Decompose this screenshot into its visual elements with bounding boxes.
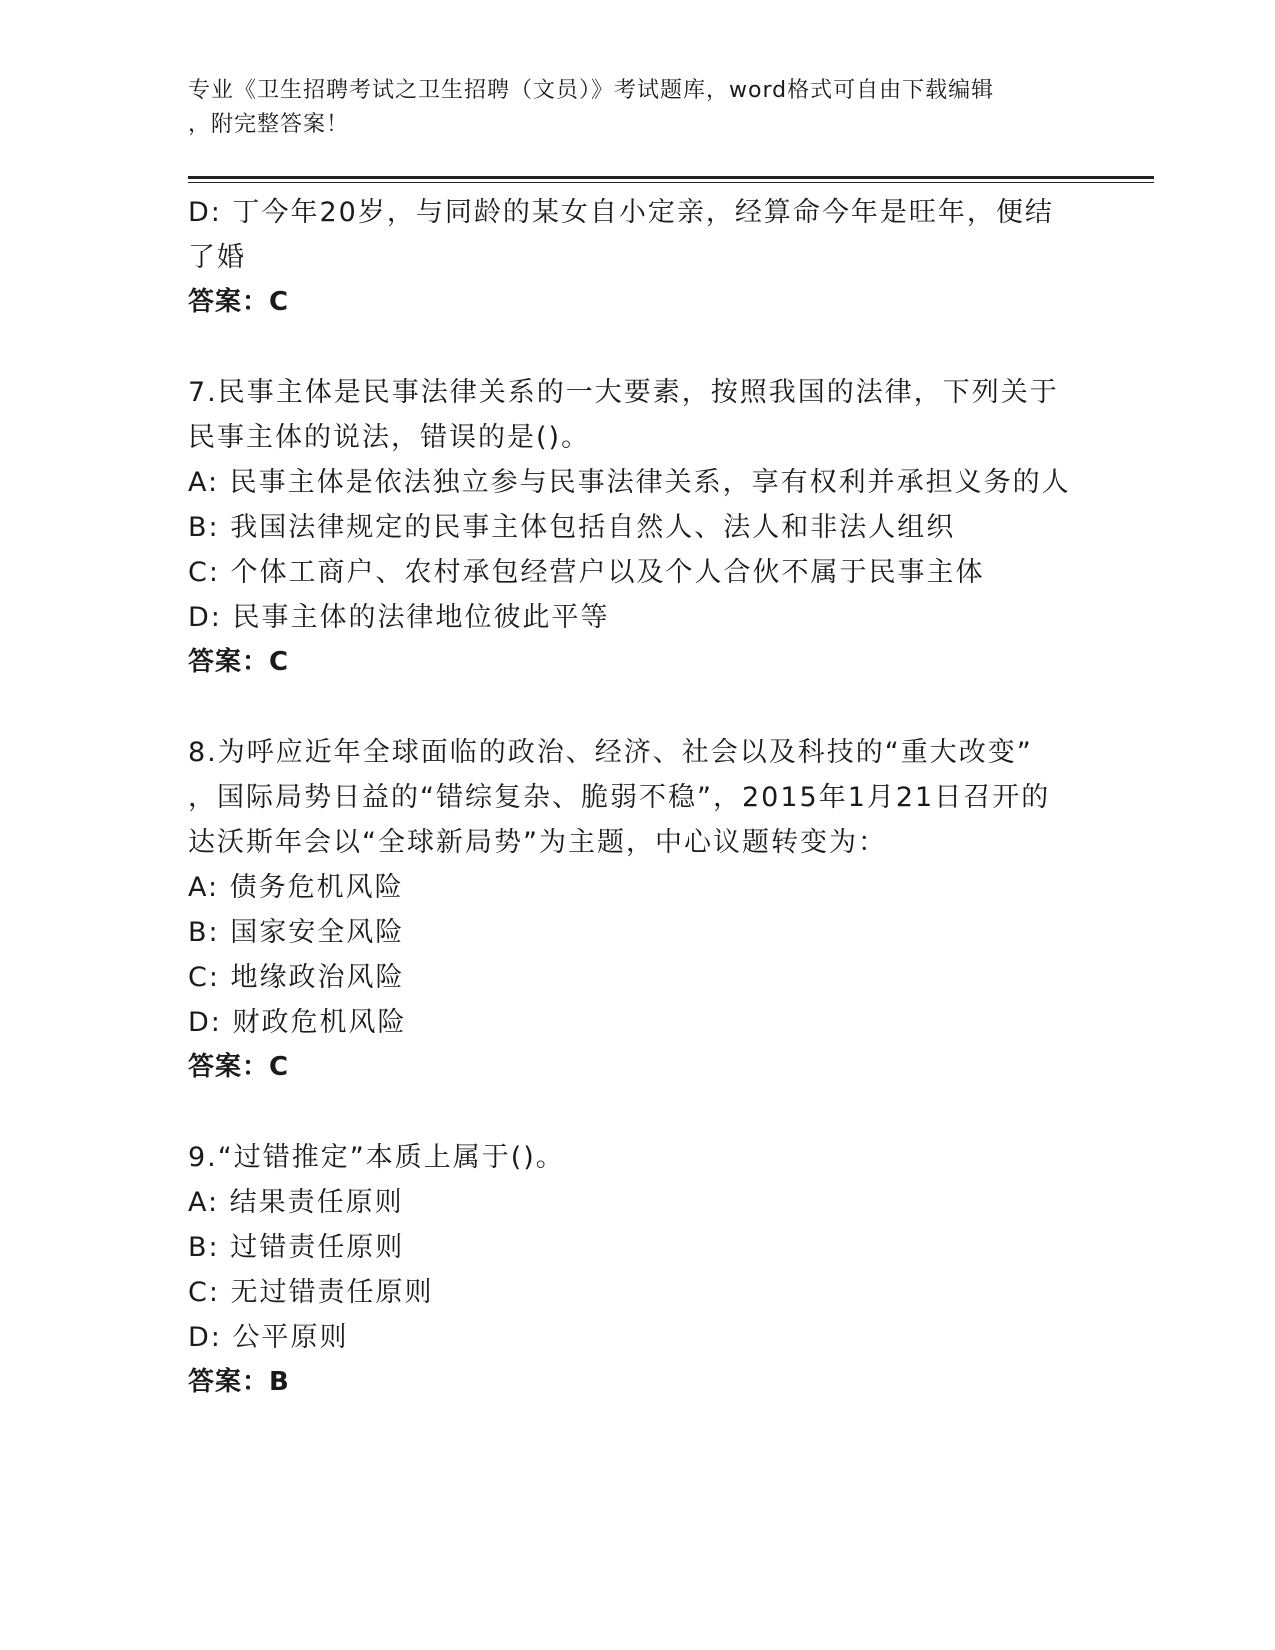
answer: 答案：B	[188, 1367, 290, 1397]
option-d: D: 财政危机风险	[188, 1007, 407, 1038]
option-a: A: 债务危机风险	[188, 872, 404, 903]
option-b: B: 我国法律规定的民事主体包括自然人、法人和非法人组织	[188, 512, 956, 543]
header-line-1: 专业《卫生招聘考试之卫生招聘（文员）》考试题库，word格式可自由下载编辑	[188, 78, 995, 103]
question-stem-continued: ，国际局势日益的“错综复杂、脆弱不稳”，2015年1月21日召开的	[188, 782, 1051, 813]
option-d: D: 民事主体的法律地位彼此平等	[188, 602, 610, 633]
option-b: B: 国家安全风险	[188, 917, 405, 948]
question-stem: 9.“过错推定”本质上属于()。	[188, 1142, 565, 1173]
option-a: A: 结果责任原则	[188, 1187, 404, 1218]
spacer	[188, 1090, 1088, 1135]
option-c: C: 无过错责任原则	[188, 1277, 434, 1308]
option-b: B: 过错责任原则	[188, 1232, 405, 1263]
option-d: D: 丁今年20岁，与同龄的某女自小定亲，经算命今年是旺年，便结	[188, 197, 1054, 228]
option-c: C: 个体工商户、农村承包经营户以及个人合伙不属于民事主体	[188, 557, 985, 588]
question-stem: 8.为呼应近年全球面临的政治、经济、社会以及科技的“重大改变”	[188, 737, 1033, 768]
spacer	[188, 325, 1088, 370]
answer: 答案：C	[188, 647, 290, 677]
option-c: C: 地缘政治风险	[188, 962, 405, 993]
question-content	[188, 190, 1088, 1405]
option-d-continued: 了婚	[188, 242, 246, 273]
question-stem-continued: 达沃斯年会以“全球新局势”为主题，中心议题转变为：	[188, 827, 887, 858]
question-7	[188, 370, 1088, 685]
header-line-2: ，附完整答案！	[188, 112, 350, 137]
answer: 答案：C	[188, 287, 290, 317]
option-a: A: 民事主体是依法独立参与民事法律关系，享有权利并承担义务的人	[188, 467, 1071, 498]
spacer	[188, 685, 1088, 730]
header-divider-thick	[188, 176, 1154, 179]
previous-question-tail	[188, 190, 1088, 325]
answer: 答案：C	[188, 1052, 290, 1082]
header-divider-thin	[188, 182, 1154, 183]
document-header	[188, 74, 1068, 142]
question-stem-continued: 民事主体的说法，错误的是()。	[188, 422, 591, 453]
option-d: D: 公平原则	[188, 1322, 349, 1353]
question-9	[188, 1135, 1088, 1405]
question-8	[188, 730, 1088, 1090]
question-stem: 7.民事主体是民事法律关系的一大要素，按照我国的法律，下列关于	[188, 377, 1059, 408]
